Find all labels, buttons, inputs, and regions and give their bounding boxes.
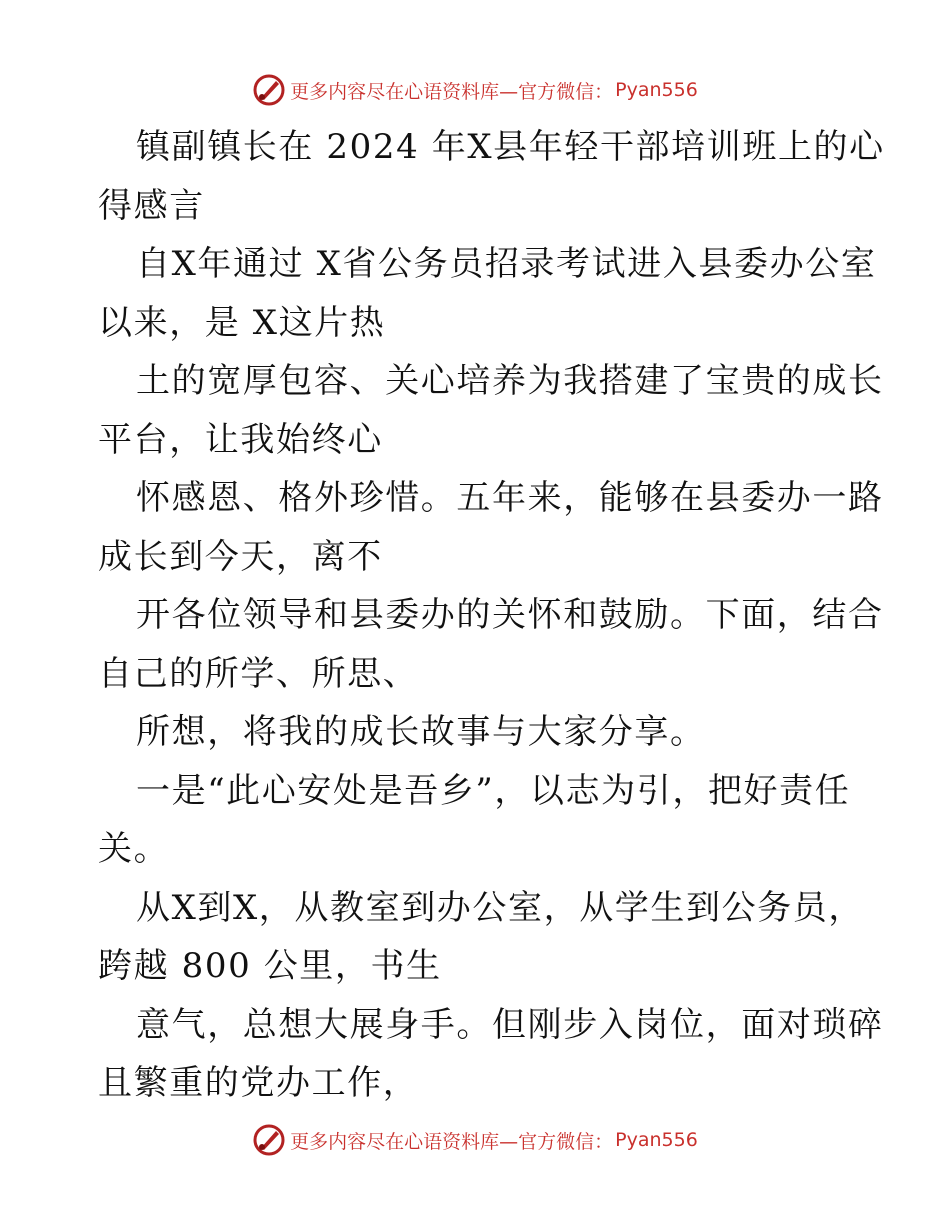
text-line-6: 平台，让我始终心 xyxy=(98,419,383,460)
text-line-3: 自X年通过 X省公务员招录考试进入县委办公室 xyxy=(136,244,877,284)
quill-ink-logo-icon xyxy=(252,73,286,107)
header-watermark xyxy=(0,70,950,110)
text-line-4: 以来，是 X这片热 xyxy=(98,302,386,343)
text-line-9: 开各位领导和县委办的关怀和鼓励。下面，结合 xyxy=(136,595,884,635)
text-line-8: 成长到今天，离不 xyxy=(98,536,383,577)
text-line-12: 一是“此心安处是吾乡”，以志为引，把好责任 xyxy=(136,770,851,811)
text-line-10: 自己的所学、所思、 xyxy=(98,653,419,694)
text-line-11: 所想，将我的成长故事与大家分享。 xyxy=(136,712,706,752)
text-line-14: 从X到X，从教室到办公室，从学生到公务员， xyxy=(136,887,865,928)
watermark-handle: Pyan556 xyxy=(615,79,698,101)
watermark-text: 更多内容尽在心语资料库—官方微信： xyxy=(290,1130,614,1153)
text-line-2: 得感言 xyxy=(98,185,205,226)
text-line-1: 镇副镇长在 2024 年X县年轻干部培训班上的心 xyxy=(136,127,885,167)
text-line-7: 怀感恩、格外珍惜。五年来，能够在县委办一路 xyxy=(136,478,884,518)
text-line-16: 意气，总想大展身手。但刚步入岗位，面对琐碎 xyxy=(136,1004,884,1045)
text-line-17: 且繁重的党办工作， xyxy=(98,1063,419,1103)
text-line-5: 土的宽厚包容、关心培养为我搭建了宝贵的成长 xyxy=(136,361,884,401)
text-line-15: 跨越 800 公里，书生 xyxy=(98,946,442,986)
watermark-handle: Pyan556 xyxy=(615,1129,698,1151)
quill-ink-logo-icon xyxy=(252,1123,286,1157)
text-line-13: 关。 xyxy=(98,829,170,869)
footer-watermark xyxy=(0,1120,950,1160)
watermark-text: 更多内容尽在心语资料库—官方微信： xyxy=(290,80,614,103)
document-body xyxy=(98,118,885,1113)
